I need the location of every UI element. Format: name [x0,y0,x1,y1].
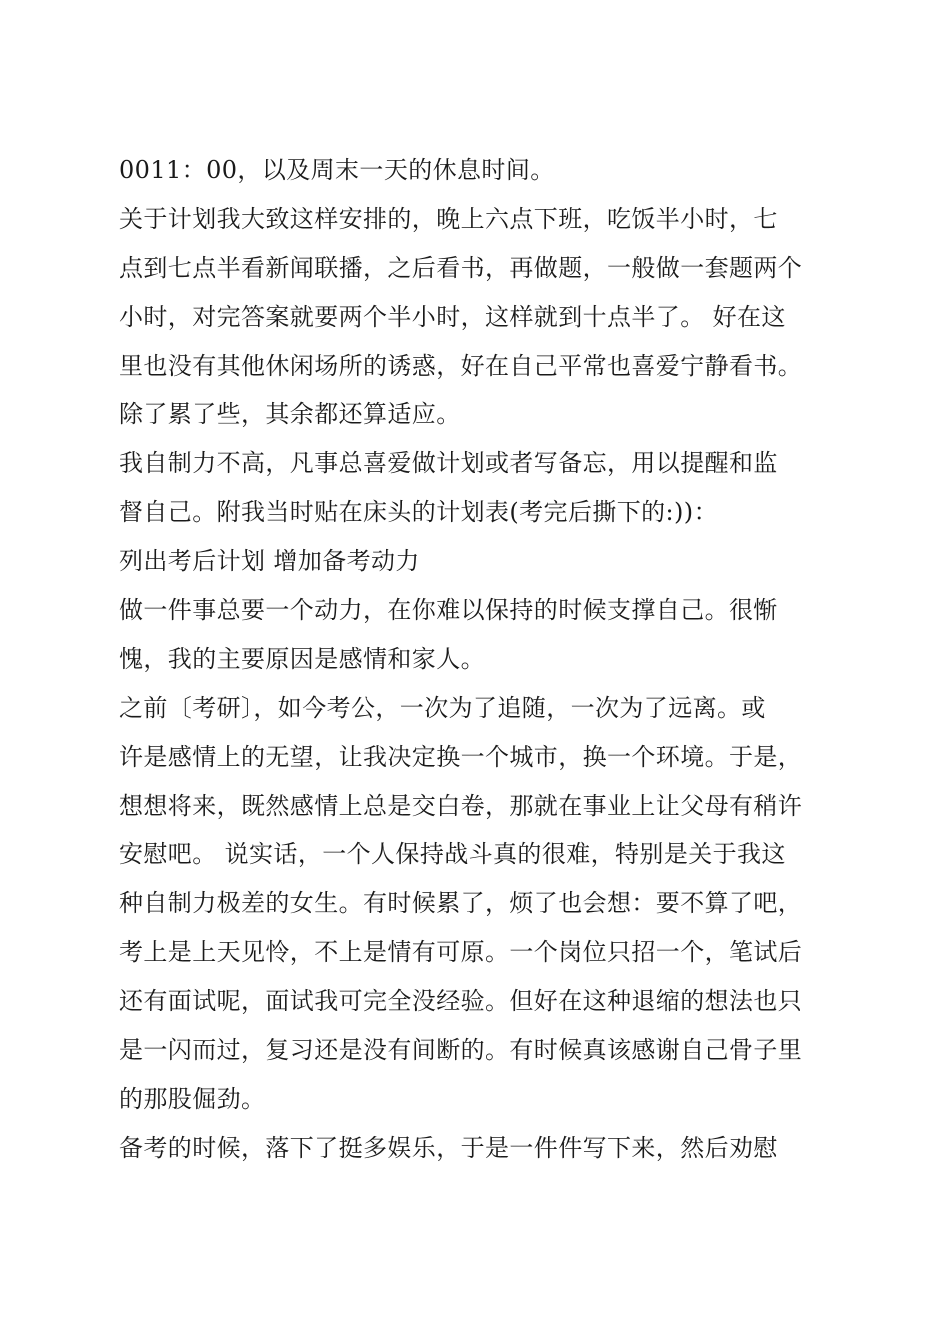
text-line-10: 做一件事总要一个动力，在你难以保持的时候支撑自己。很惭 [119,596,778,625]
text-line-2: 关于计划我大致这样安排的，晚上六点下班，吃饭半小时，七 [119,204,778,233]
text-line-15: 安慰吧。 说实话，一个人保持战斗真的很难，特别是关于我这 [119,840,786,869]
text-line-3: 点到七点半看新闻联播，之后看书，再做题，一般做一套题两个 [119,253,803,282]
text-line-19: 是一闪而过，复习还是没有间断的。有时候真该感谢自己骨子里 [119,1036,803,1065]
text-line-12: 之前〔考研〕，如今考公，一次为了追随，一次为了远离。或 [119,693,766,722]
text-line-17: 考上是上天见怜，不上是情有可原。一个岗位只招一个，笔试后 [119,938,803,967]
text-line-18: 还有面试呢，面试我可完全没经验。但好在这种退缩的想法也只 [119,987,803,1016]
text-line-1: 0011：00，以及周末一天的休息时间。 [119,156,555,184]
text-line-20: 的那股倔劲。 [119,1084,266,1113]
text-line-14: 想想将来，既然感情上总是交白卷，那就在事业上让父母有稍许 [119,791,803,820]
text-line-7: 我自制力不高，凡事总喜爱做计划或者写备忘，用以提醒和监 [119,449,778,478]
text-line-8: 督自己。附我当时贴在床头的计划表(考完后撕下的:))： [119,498,718,527]
text-line-13: 许是感情上的无望，让我决定换一个城市，换一个环境。于是， [119,742,803,771]
text-line-4: 小时，对完答案就要两个半小时，这样就到十点半了。 好在这 [119,302,786,331]
text-line-9: 列出考后计划 增加备考动力 [119,547,420,576]
text-line-6: 除了累了些，其余都还算适应。 [119,400,461,429]
text-line-11: 愧，我的主要原因是感情和家人。 [119,644,485,673]
text-line-5: 里也没有其他休闲场所的诱惑，好在自己平常也喜爱宁静看书。 [119,351,803,380]
text-line-16: 种自制力极差的女生。有时候累了，烦了也会想：要不算了吧， [119,889,803,918]
text-line-21: 备考的时候，落下了挺多娱乐，于是一件件写下来，然后劝慰 [119,1133,778,1162]
body-text [119,146,835,1173]
